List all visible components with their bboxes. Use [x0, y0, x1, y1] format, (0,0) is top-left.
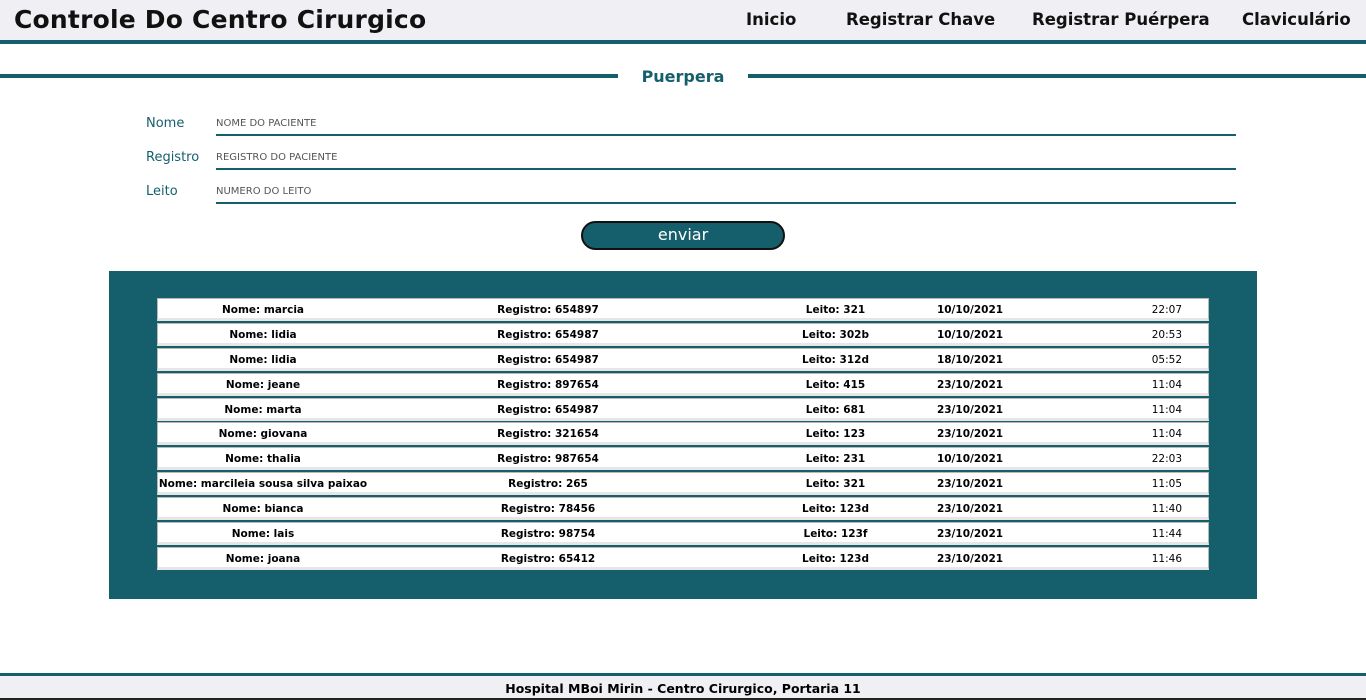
record-registro: Registro: 98754 [500, 528, 596, 541]
record-leito: Leito: 681 [805, 403, 866, 416]
record-nome: Nome: jeane [225, 378, 301, 391]
footer [0, 673, 1366, 700]
record-leito: Leito: 231 [805, 453, 866, 466]
section-divider-right [748, 74, 1366, 78]
record-leito: Leito: 415 [805, 378, 866, 391]
record-data: 23/10/2021 [936, 478, 1004, 491]
footer-text: Hospital MBoi Mirin - Centro Cirurgico, Portaria 11 [505, 681, 861, 696]
record-registro: Registro: 897654 [497, 378, 599, 391]
record-nome: Nome: lais [231, 528, 295, 541]
registro-input[interactable] [216, 146, 1236, 170]
nav-registrar-puerpera[interactable]: Registrar Puérpera [1032, 10, 1210, 29]
leito-label: Leito [146, 184, 178, 199]
record-leito: Leito: 321 [805, 478, 866, 491]
record-data: 23/10/2021 [936, 428, 1004, 441]
record-data: 23/10/2021 [936, 378, 1004, 391]
record-row [157, 298, 1209, 321]
record-registro: Registro: 321654 [497, 428, 599, 441]
record-hora: 20:53 [1151, 328, 1182, 341]
form-row-nome [146, 112, 1236, 142]
record-data: 10/10/2021 [936, 453, 1004, 466]
record-data: 10/10/2021 [936, 304, 1004, 316]
record-registro: Registro: 654987 [497, 353, 599, 366]
leito-input[interactable] [216, 180, 1236, 204]
record-registro: Registro: 265 [508, 478, 588, 491]
record-data: 23/10/2021 [936, 552, 1004, 565]
record-row [157, 522, 1209, 545]
record-nome: Nome: marcileia sousa silva paixao [158, 478, 368, 491]
record-nome: Nome: joana [225, 552, 301, 565]
record-nome: Nome: marta [224, 403, 302, 416]
record-row [157, 447, 1209, 470]
record-registro: Registro: 654987 [497, 328, 599, 341]
record-registro: Registro: 78456 [500, 503, 596, 516]
nome-input[interactable] [216, 112, 1236, 136]
record-leito: Leito: 123f [803, 528, 868, 541]
nav-inicio[interactable]: Inicio [746, 10, 797, 29]
record-row [157, 348, 1209, 371]
record-row [157, 497, 1209, 520]
record-row [157, 398, 1209, 421]
records-panel [109, 271, 1257, 599]
nav-registrar-chave[interactable]: Registrar Chave [846, 10, 996, 29]
registro-label: Registro [146, 150, 200, 165]
section-title: Puerpera [641, 67, 725, 86]
record-hora: 11:46 [1151, 552, 1182, 565]
record-hora: 22:07 [1151, 304, 1182, 316]
record-leito: Leito: 321 [805, 304, 866, 316]
records-list [157, 298, 1209, 572]
form-row-leito [146, 180, 1236, 210]
record-leito: Leito: 123d [802, 503, 869, 516]
record-data: 23/10/2021 [936, 403, 1004, 416]
record-row [157, 323, 1209, 346]
record-leito: Leito: 312d [802, 353, 869, 366]
record-registro: Registro: 987654 [497, 453, 599, 466]
record-registro: Registro: 654987 [497, 403, 599, 416]
record-leito: Leito: 123 [805, 428, 866, 441]
record-hora: 11:04 [1151, 378, 1182, 391]
record-registro: Registro: 654897 [497, 304, 599, 316]
record-nome: Nome: thalia [225, 453, 301, 466]
record-data: 10/10/2021 [936, 328, 1004, 341]
record-data: 23/10/2021 [936, 528, 1004, 541]
record-nome: Nome: giovana [218, 428, 308, 441]
record-hora: 11:04 [1151, 403, 1182, 416]
record-leito: Leito: 123d [802, 552, 869, 565]
enviar-button[interactable]: enviar [581, 221, 785, 250]
record-row [157, 422, 1209, 445]
record-data: 23/10/2021 [936, 503, 1004, 516]
record-row [157, 373, 1209, 396]
record-hora: 11:04 [1151, 428, 1182, 441]
record-row [157, 472, 1209, 495]
top-header [0, 0, 1366, 44]
record-data: 18/10/2021 [936, 353, 1004, 366]
form-row-registro [146, 146, 1236, 176]
record-nome: Nome: marcia [221, 304, 305, 316]
nav-clavicular[interactable]: Claviculário [1242, 10, 1351, 29]
record-hora: 11:40 [1151, 503, 1182, 516]
record-hora: 11:44 [1151, 528, 1182, 541]
record-nome: Nome: bianca [222, 503, 304, 516]
app-title: Controle Do Centro Cirurgico [14, 5, 427, 34]
record-nome: Nome: lidia [229, 328, 297, 341]
record-row [157, 547, 1209, 570]
record-registro: Registro: 65412 [500, 552, 596, 565]
record-hora: 05:52 [1151, 353, 1182, 366]
record-nome: Nome: lidia [229, 353, 297, 366]
record-leito: Leito: 302b [802, 328, 869, 341]
record-hora: 22:03 [1151, 453, 1182, 466]
section-divider-left [0, 74, 618, 78]
nome-label: Nome [146, 116, 185, 131]
record-hora: 11:05 [1151, 478, 1182, 491]
